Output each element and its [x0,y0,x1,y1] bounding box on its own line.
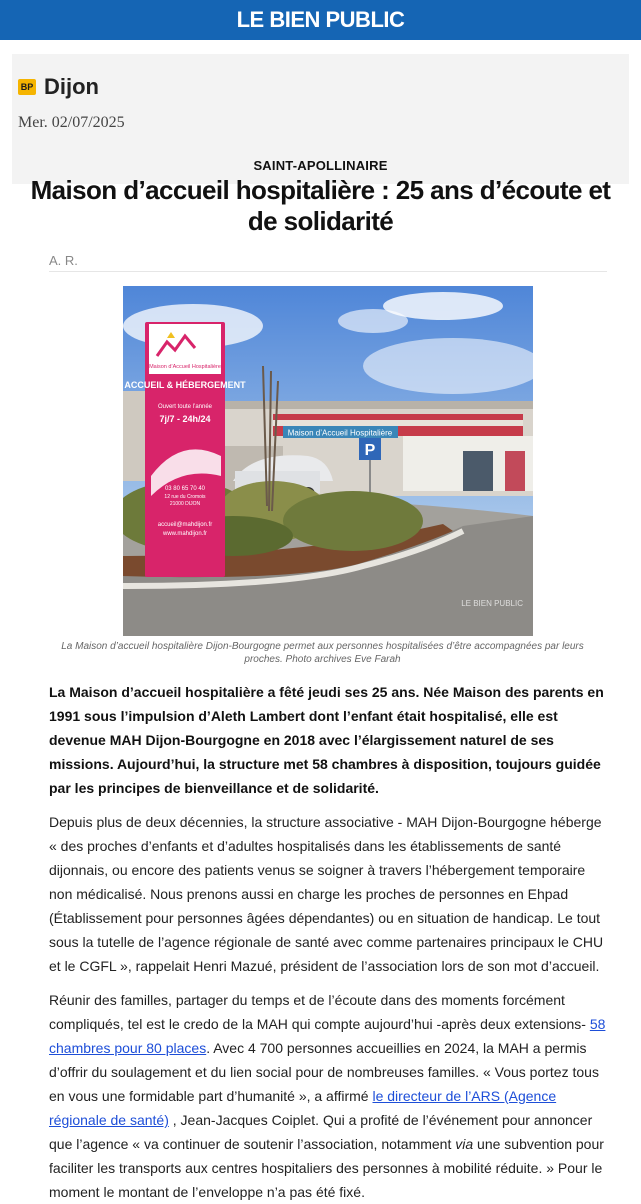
parking-icon: P [364,442,376,459]
sign-email: accueil@mahdijon.fr [157,522,213,528]
article-paragraph-1: Depuis plus de deux décennies, la structure associative - MAH Dijon-Bourgogne héberge « des proches d’enfants et d’adultes hospitalisés dans les établissements de santé dijonnais, ou encore des patients venus se soigner à travers l’hébergement temporaire non médicalisé. Nous prenons aussi en charge les proches de personnes en Ehpad (Établissement pour personnes âgées dépendantes) ou en situation de handicap. Le tout sous la tutelle de l’agence régionale de santé avec comme partenaires principaux le CHU et le CGFL », rappelait Henri Mazué, président de l’association lors de son mot d’accueil. [49,814,604,974]
paragraph-text: . Avec 4 700 personnes accueillies en 2024, la MAH a permis d’offrir du soulagement et du lien social pour de nombreuses familles. « Vous portez tous en vous une formidable part d’humanité », a affirmé [49,1040,599,1104]
sign-brand: Maison d’Accueil Hospitalière [149,364,221,370]
article-lead: La Maison d’accueil hospitalière a fêté jeudi ses 25 ans. Née Maison des parents en 1991 sous l’impulsion d’Aleth Lambert dont l’enfant était hospitalisé, elle est devenue MAH Dijon-Bourgogne en 2018 avec l’élargissement naturel de ses missions. Aujourd’hui, la structure met 58 chambres à disposition, toujours guidée par les principes de bienveillance et de solidarité. [49,684,604,796]
author-divider [49,271,607,272]
article-title: Maison d’accueil hospitalière : 25 ans d’écoute et de solidarité [30,175,611,236]
edition-city-row[interactable] [18,74,99,100]
paragraph-text: une subvention pour faciliter les transports aux centres hospitaliers des personnes à mobilité réduite. » Pour le moment le montant de l’enveloppe n’a pas été fixé. [49,1136,604,1200]
building-sign: Maison d’Accueil Hospitalière [287,428,393,438]
link-58-chambres[interactable]: 58 chambres pour 80 places [49,1016,606,1056]
site-logo[interactable]: LE BIEN PUBLIC [236,7,405,32]
article-photo[interactable] [123,286,533,636]
link-directeur-ars[interactable]: le directeur de l’ARS (Agence régionale de santé) [49,1088,557,1128]
paragraph-text: , Jean-Jacques Coiplet. Qui a profité de l’événement pour annoncer que l’agence « va continuer de soutenir l’association, notamment [49,1112,593,1152]
article-author: A. R. [49,253,78,268]
edition-date: Mer. 02/07/2025 [18,114,125,131]
emphasis-via: via [455,1136,474,1152]
sign-phone: 03 80 65 70 40 [164,486,206,492]
sign-heading: ACCUEIL & HÉBERGEMENT [124,380,246,390]
photo-caption: La Maison d’accueil hospitalière Dijon-Bourgogne permet aux personnes hospitalisées d’être accompagnées par leurs proches. Photo archives Eve Farah [61,641,584,665]
bp-badge-icon: BP [18,79,36,95]
sign-hours: 7j/7 - 24h/24 [159,414,211,424]
site-header [0,0,641,40]
sign-address2: 21000 DIJON [169,501,201,507]
edition-city: Dijon [44,74,99,99]
photo-watermark: LE BIEN PUBLIC [461,599,523,608]
sign-address1: 12 rue du Cromois [164,494,206,500]
paragraph-text: Réunir des familles, partager du temps et de l’écoute dans des moments forcément compliqués, tel est le credo de la MAH qui compte aujourd’hui -après deux extensions- [49,992,590,1032]
sign-open: Ouvert toute l’année [157,404,213,410]
article-kicker: SAINT-APOLLINAIRE [253,158,388,173]
article-paragraph-2 [49,988,607,1204]
sign-web: www.mahdijon.fr [162,531,208,537]
